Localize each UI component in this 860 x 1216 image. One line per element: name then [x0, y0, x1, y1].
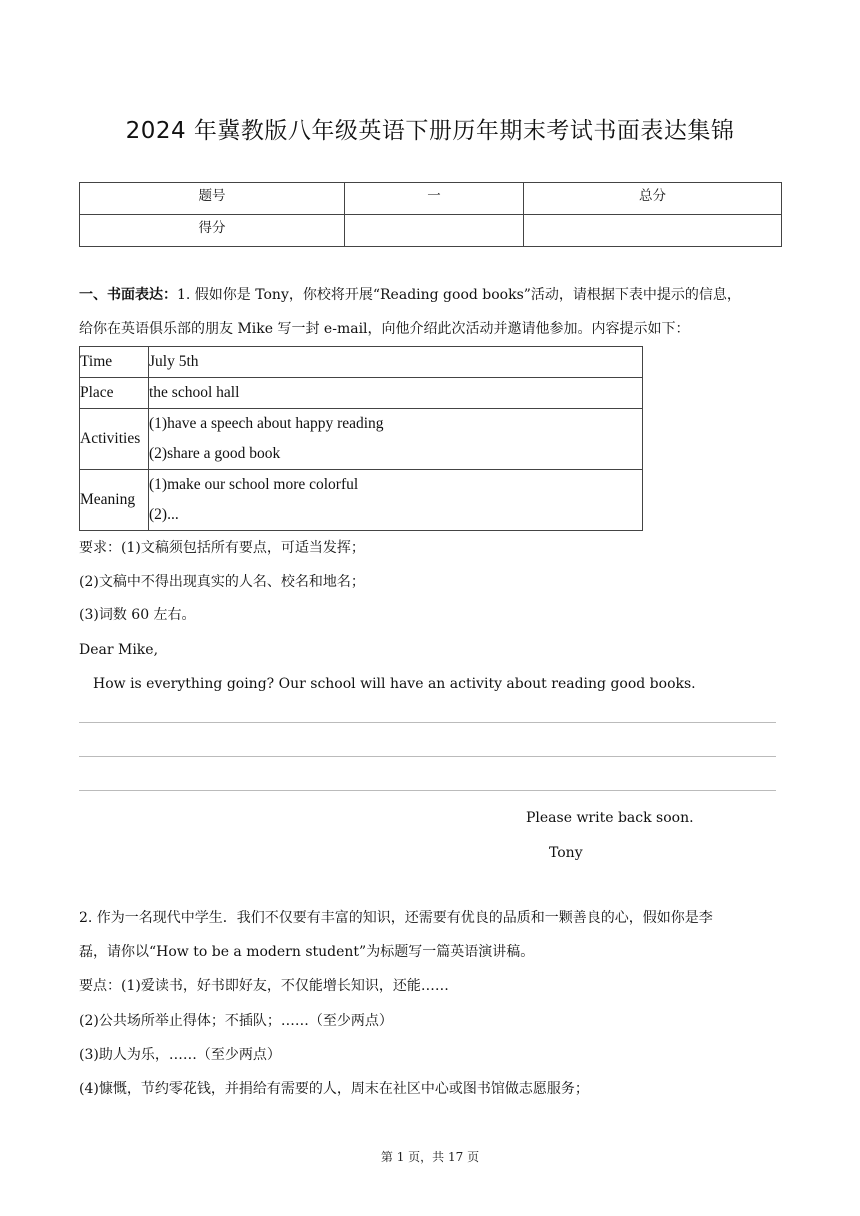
score-header-total: 总分: [524, 183, 782, 215]
activities-item-2: (2)share a good book: [149, 445, 281, 462]
page-title: 2024 年冀教版八年级英语下册历年期末考试书面表达集锦: [125, 118, 735, 144]
q1-prompt-line-1: [79, 285, 741, 305]
letter-signature: Tony: [549, 845, 583, 861]
q2-point-3: (3)助人为乐，……（至少两点）: [79, 1047, 281, 1063]
meaning-value: [149, 470, 643, 531]
requirement-1: 要求：(1)文稿须包括所有要点，可适当发挥；: [79, 540, 365, 556]
activities-item-1: (1)have a speech about happy reading: [149, 415, 384, 432]
activities-label: Activities: [80, 409, 149, 470]
time-label: Time: [80, 347, 149, 378]
q2-prompt-line-1: 2. 作为一名现代中学生．我们不仅要有丰富的知识，还需要有优良的品质和一颗善良的心，假如你是李: [79, 910, 713, 926]
score-cell-total: [524, 215, 782, 247]
q1-prompt-text: 1. 假如你是 Tony，你校将开展“Reading good books”活动，请根据下表中提示的信息，: [177, 287, 741, 303]
q2-point-1: 要点：(1)爱读书，好书即好友，不仅能增长知识，还能……: [79, 978, 449, 994]
section-heading: 一、书面表达：: [79, 287, 177, 303]
letter-closing: Please write back soon.: [526, 810, 694, 826]
time-value: July 5th: [149, 347, 643, 378]
meaning-label: Meaning: [80, 470, 149, 531]
answer-line-1: [79, 722, 776, 723]
q2-prompt-line-2: 磊，请你以“How to be a modern student”为标题写一篇英语演讲稿。: [79, 944, 535, 960]
score-row-label: 得分: [80, 215, 345, 247]
score-table: [79, 182, 782, 247]
requirement-3: (3)词数 60 左右。: [79, 607, 196, 623]
score-header-number: 题号: [80, 183, 345, 215]
place-value: the school hall: [149, 378, 643, 409]
page-footer: 第 1 页，共 17 页: [380, 1150, 480, 1164]
answer-line-2: [79, 756, 776, 757]
letter-opening: How is everything going? Our school will have an activity about reading good books.: [93, 676, 696, 692]
place-label: Place: [80, 378, 149, 409]
score-cell-section: [345, 215, 524, 247]
activities-value: [149, 409, 643, 470]
letter-salutation: Dear Mike,: [79, 642, 159, 658]
q1-prompt-line-2: 给你在英语俱乐部的朋友 Mike 写一封 e-mail，向他介绍此次活动并邀请他参加。内容提示如下：: [79, 321, 690, 337]
answer-line-3: [79, 790, 776, 791]
requirement-2: (2)文稿中不得出现真实的人名、校名和地名；: [79, 574, 365, 590]
score-header-section: 一: [345, 183, 524, 215]
q2-point-2: (2)公共场所举止得体；不插队；……（至少两点）: [79, 1013, 393, 1029]
meaning-item-1: (1)make our school more colorful: [149, 476, 359, 493]
activity-info-table: [79, 346, 643, 531]
q2-point-4: (4)慷慨，节约零花钱，并捐给有需要的人，周末在社区中心或图书馆做志愿服务；: [79, 1081, 589, 1097]
meaning-item-2: (2)...: [149, 506, 179, 523]
